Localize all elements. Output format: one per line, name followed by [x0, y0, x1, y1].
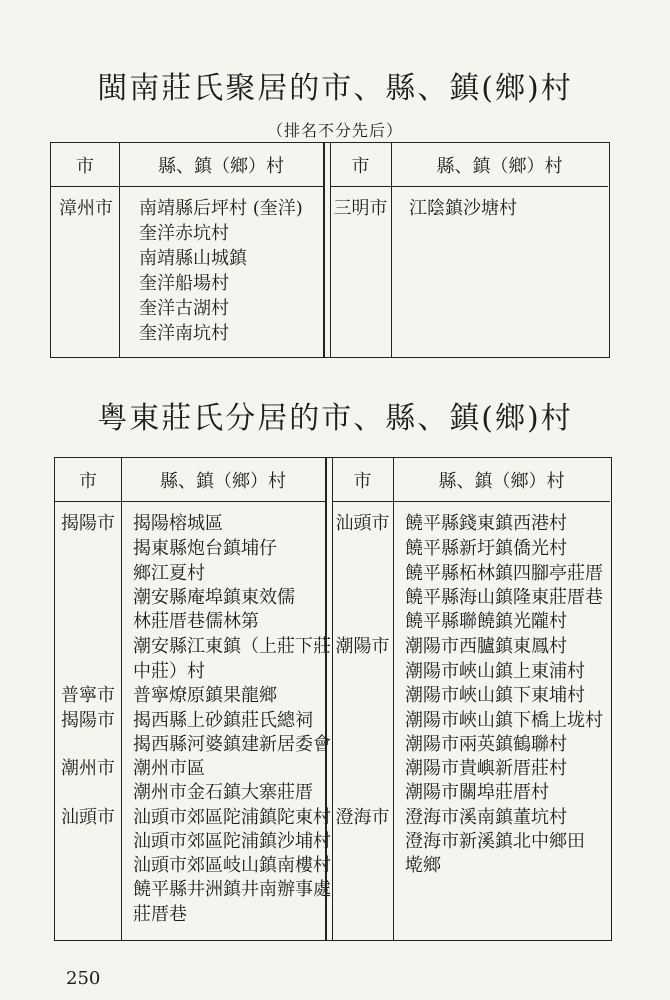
t2-header-city-left: 市 — [55, 458, 121, 502]
t2-item: 揭陽榕城區 — [133, 513, 223, 534]
t2-item: 饒平縣聯饒鎮光隴村 — [405, 611, 567, 632]
title-yuedong: 粤東莊氏分居的市、縣、鎮(鄉)村 — [97, 401, 573, 436]
t2-item: 潮州市金石鎮大寨莊厝 — [133, 782, 313, 803]
t2-item: 澄海市溪南鎮董坑村 — [405, 807, 567, 828]
t2-city-left: 汕頭市 — [61, 807, 115, 828]
t1-city-left: 漳州市 — [59, 198, 113, 219]
t2-item: 莊厝巷 — [133, 904, 187, 925]
t1-city-right: 三明市 — [333, 198, 388, 219]
t2-item: 澄海市新溪鎮北中鄉田 — [405, 831, 585, 852]
t1-item: 奎洋船場村 — [139, 273, 229, 294]
t2-city-right: 澄海市 — [335, 807, 390, 828]
t1-divider-middle — [323, 143, 325, 357]
t1-item: 奎洋南坑村 — [139, 323, 229, 344]
t2-city-left: 揭陽市 — [61, 513, 115, 534]
t2-item: 潮陽市峽山鎮上東浦村 — [405, 661, 585, 682]
t2-header-city-right: 市 — [332, 458, 393, 502]
t2-item: 潮陽市峽山鎮下東埔村 — [405, 685, 585, 706]
subtitle-order-note: （排名不分先后） — [266, 121, 403, 140]
t2-item: 普寧燎原鎮果龍鄉 — [133, 685, 277, 706]
t2-item: 中莊）村 — [133, 661, 205, 682]
t2-item: 揭西縣上砂鎮莊氏總祠 — [133, 710, 313, 731]
t2-item: 汕頭市郊區岐山鎮南樓村 — [133, 855, 331, 876]
t2-item: 饒平縣錢東鎮西港村 — [405, 513, 567, 534]
t2-item: 饒平縣海山鎮隆東莊厝巷 — [405, 587, 603, 608]
t1-header-place-right: 縣、鎮（鄉）村 — [391, 143, 608, 187]
t2-item: 揭東縣炮台鎮埔仔 — [133, 538, 277, 559]
t1-item: 江陰鎮沙塘村 — [409, 198, 517, 219]
t1-item: 南靖縣后坪村 (奎洋) — [139, 198, 303, 219]
t2-item: 墘鄉 — [405, 855, 441, 876]
t1-item: 南靖縣山城鎮 — [139, 248, 247, 269]
t1-header-city-right: 市 — [330, 143, 391, 187]
t2-header-place-right: 縣、鎮（鄉）村 — [393, 458, 610, 502]
page-number: 250 — [66, 968, 101, 989]
t2-item: 潮陽市關埠莊厝村 — [405, 782, 549, 803]
t2-item: 潮安縣江東鎮（上莊下莊 — [133, 636, 331, 657]
t2-city-left: 普寧市 — [61, 685, 115, 706]
t1-header-place-left: 縣、鎮（鄉）村 — [119, 143, 323, 187]
t2-item: 汕頭市郊區陀浦鎮沙埔村 — [133, 831, 331, 852]
t2-item: 潮安縣庵埠鎮東效儒 — [133, 587, 295, 608]
t2-divider-col1 — [121, 458, 122, 940]
t2-item: 鄉江夏村 — [133, 563, 205, 584]
t2-item: 饒平縣新圩鎮僑光村 — [405, 538, 567, 559]
t2-item: 汕頭市郊區陀浦鎮陀東村 — [133, 807, 331, 828]
table-minnan — [50, 142, 610, 358]
t2-divider-col3 — [393, 458, 394, 940]
t2-city-right: 潮陽市 — [335, 636, 390, 657]
t2-item: 揭西縣河婆鎮建新居委會 — [133, 734, 331, 755]
t2-header-place-left: 縣、鎮（鄉）村 — [121, 458, 325, 502]
t2-item: 潮陽市貴嶼新厝莊村 — [405, 758, 567, 779]
t1-header-city-left: 市 — [51, 143, 119, 187]
t2-city-left: 揭陽市 — [61, 710, 115, 731]
t2-item: 潮陽市西臚鎮東鳳村 — [405, 636, 567, 657]
t2-item: 林莊厝巷儒林第 — [133, 611, 259, 632]
t2-item: 潮陽市兩英鎮鶴聯村 — [405, 734, 567, 755]
table-yuedong — [54, 457, 612, 941]
t2-item: 饒平縣柘林鎮四腳亭莊厝 — [405, 563, 603, 584]
t2-city-right: 汕頭市 — [335, 513, 390, 534]
t1-item: 奎洋赤坑村 — [139, 223, 229, 244]
t2-item: 潮陽市峽山鎮下橋上垅村 — [405, 710, 603, 731]
t2-city-left: 潮州市 — [61, 758, 115, 779]
title-minnan: 閩南莊氏聚居的市、縣、鎮(鄉)村 — [97, 71, 573, 106]
t1-item: 奎洋古湖村 — [139, 298, 229, 319]
t2-item: 饒平縣井洲鎮井南辦事處 — [133, 879, 331, 900]
t2-item: 潮州市區 — [133, 758, 205, 779]
